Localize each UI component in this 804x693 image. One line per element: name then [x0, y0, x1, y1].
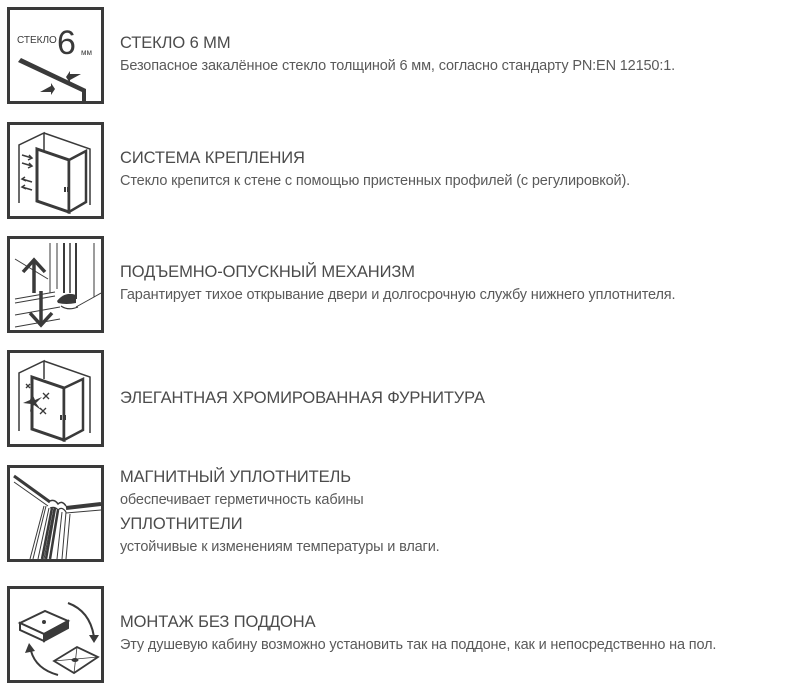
- feature-text: [120, 122, 804, 218]
- feature-install-without-tray: [7, 586, 804, 682]
- feature-title: МОНТАЖ БЕЗ ПОДДОНА: [120, 612, 316, 631]
- feature-description: Гарантирует тихое открывание двери и долгосрочную службу нижнего уплотнителя.: [120, 286, 676, 303]
- feature-text: [120, 7, 804, 103]
- feature-title: ЭЛЕГАНТНАЯ ХРОМИРОВАННАЯ ФУРНИТУРА: [120, 389, 485, 407]
- feature-description: Безопасное закалённое стекло толщиной 6 мм, согласно стандарту PN:EN 12150:1.: [120, 57, 676, 74]
- feature-text: [120, 350, 804, 446]
- feature-title: СИСТЕМА КРЕПЛЕНИЯ: [120, 148, 305, 167]
- feature-glass-6mm: [7, 7, 804, 103]
- feature-text: [120, 465, 804, 561]
- feature-lift-mechanism: [7, 236, 804, 332]
- icon-label-number: 6: [57, 24, 76, 62]
- icon-label-unit: мм: [81, 48, 92, 57]
- feature-title: ПОДЪЕМНО-ОПУСКНЫЙ МЕХАНИЗМ: [120, 262, 415, 281]
- feature-description: Стекло крепится к стене с помощью пристенных профилей (с регулировкой).: [120, 172, 631, 189]
- icon-label-word: СТЕКЛО: [17, 35, 57, 46]
- feature-subdescription: устойчивые к изменениям температуры и влаги.: [120, 539, 440, 555]
- chrome-fittings-sparkle-icon: [7, 350, 104, 447]
- feature-text: [120, 236, 804, 332]
- feature-mounting-system: [7, 122, 804, 218]
- feature-title: МАГНИТНЫЙ УПЛОТНИТЕЛЬ: [120, 468, 352, 486]
- feature-chrome-fittings: [7, 350, 804, 446]
- feature-title: СТЕКЛО 6 ММ: [120, 33, 231, 52]
- lift-lower-hinge-icon: [7, 236, 104, 333]
- wall-mount-system-icon: [7, 122, 104, 219]
- glass-6mm-icon: [7, 7, 104, 104]
- feature-magnetic-seal: [7, 465, 804, 565]
- install-without-tray-icon: [7, 586, 104, 683]
- magnetic-seal-icon: [7, 465, 104, 562]
- feature-description: обеспечивает герметичность кабины: [120, 492, 364, 508]
- feature-subtitle: УПЛОТНИТЕЛИ: [120, 515, 243, 533]
- feature-description: Эту душевую кабину возможно установить так на поддоне, как и непосредственно на пол.: [120, 636, 717, 653]
- feature-text: [120, 586, 804, 682]
